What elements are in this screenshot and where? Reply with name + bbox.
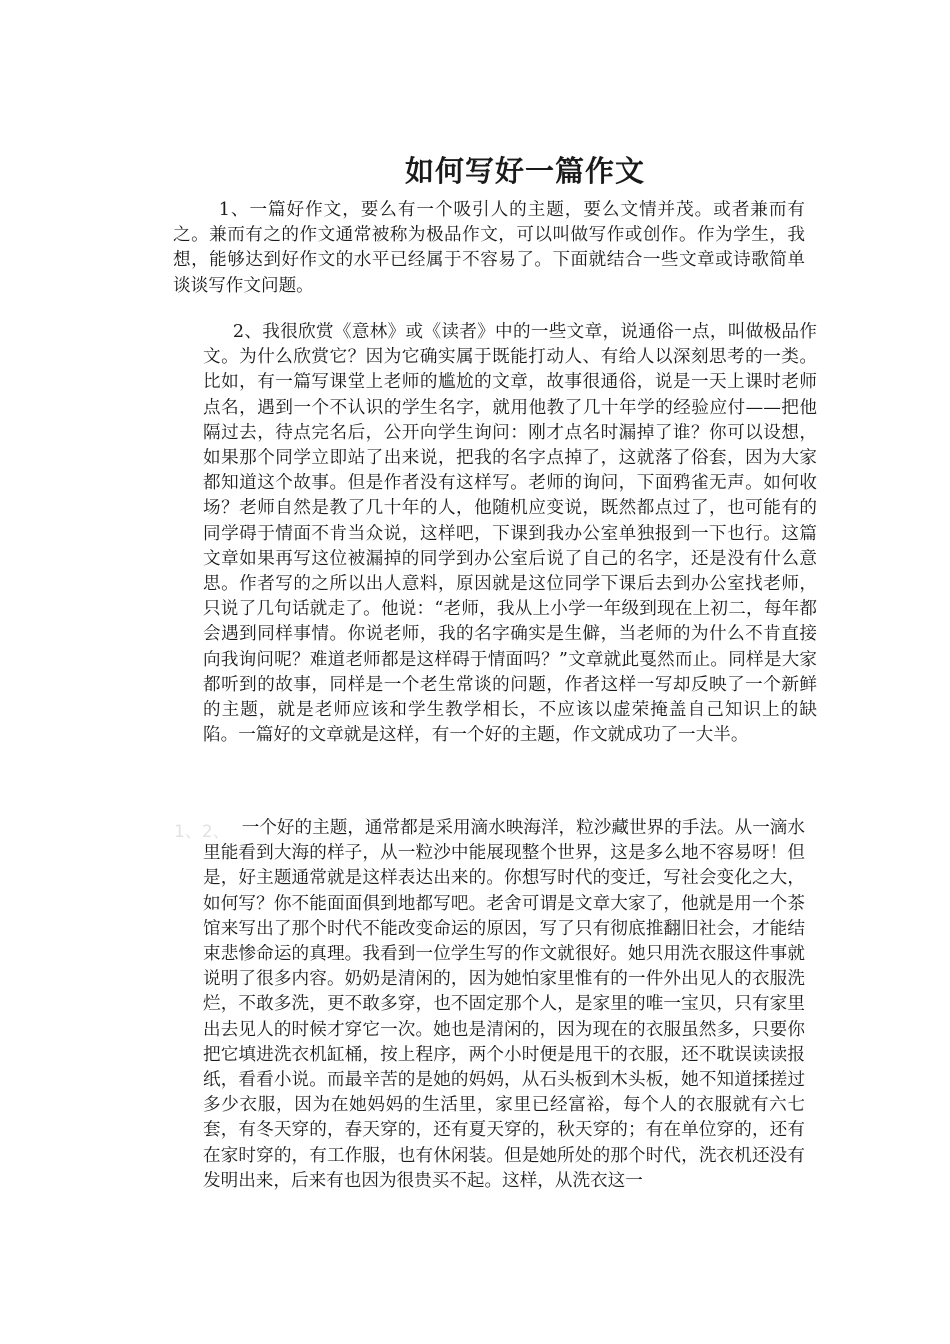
paragraph-1: 1、一篇好作文，要么有一个吸引人的主题，要么文情并茂。或者兼而有之。兼而有之的作文通常被称为极品作文，可以叫做写作或创作。作为学生，我想，能够达到好作文的水平已经属于不容易了。下面就结合一些文章或诗歌简单谈谈写作文问题。 bbox=[173, 200, 805, 296]
document-title: 如何写好一篇作文 bbox=[404, 154, 645, 189]
paragraph-2: 2、我很欣赏《意林》或《读者》中的一些文章，说通俗一点，叫做极品作文。为什么欣赏它？因为它确实属于既能打动人、有给人以深刻思考的一类。比如，有一篇写课堂上老师的尴尬的文章，故事很通俗，说是一天上课时老师点名，遇到一个不认识的学生名字，就用他教了几十年学的经验应付——把他隔过去，待点完名后，公开向学生询问：刚才点名时漏掉了谁？你可以设想，如果那个同学立即站了出来说，把我的名字点掉了，这就落了俗套，因为大家都知道这个故事。但是作者没有这样写。老师的询问，下面鸦雀无声。如何收场？老师自然是教了几十年的人，他随机应变说，既然都点过了，也可能有的同学碍于情面不肯当众说，这样吧，下课到我办公室单独报到一下也行。这篇文章如果再写这位被漏掉的同学到办公室后说了自己的名字，还是没有什么意思。作者写的之所以出人意料，原因就是这位同学下课后去到办公室找老师，只说了几句话就走了。他说：“老师，我从上小学一年级到现在上初二，每年都会遇到同样事情。你说老师，我的名字确实是生僻，当老师的为什么不肯直接向我询问呢？难道老师都是这样碍于情面吗？”文章就此戛然而止。同样是大家都听到的故事，同样是一个老生常谈的问题，作者这样一写却反映了一个新鲜的主题，就是老师应该和学生教学相长，不应该以虚荣掩盖自己知识上的缺陷。一篇好的文章就是这样，有一个好的主题，作文就成功了一大半。 bbox=[203, 322, 817, 746]
paragraph-3: 一个好的主题，通常都是采用滴水映海洋，粒沙藏世界的手法。从一滴水里能看到大海的样子，从一粒沙中能展现整个世界，这是多么地不容易呀！但是，好主题通常就是这样表达出来的。你想写时代的变迁，写社会变化之大，如何写？你不能面面俱到地都写吧。老舍可谓是文章大家了，他就是用一个茶馆来写出了那个时代不能改变命运的原因，写了只有彻底推翻旧社会，才能结束悲惨命运的真理。我看到一位学生写的作文就很好。她只用洗衣服这件事就说明了很多内容。奶奶是清闲的，因为她怕家里惟有的一件外出见人的衣服洗烂，不敢多洗，更不敢多穿，也不固定那个人，是家里的唯一宝贝，只有家里出去见人的时候才穿它一次。她也是清闲的，因为现在的衣服虽然多，只要你把它填进洗衣机缸桶，按上程序，两个小时便是甩干的衣服，还不耽误读读报纸，看看小说。而最辛苦的是她的妈妈，从石头板到木头板，她不知道揉搓过多少衣服，因为在她妈妈的生活里，家里已经富裕，每个人的衣服就有六七套，有冬天穿的，春天穿的，还有夏天穿的，秋天穿的；有在单位穿的，还有在家时穿的，有工作服，也有休闲装。但是她所处的那个时代，洗衣机还没有发明出来，后来有也因为很贵买不起。这样，从洗衣这一 bbox=[203, 818, 805, 1191]
faint-list-marker: 1、2、 bbox=[174, 822, 230, 842]
